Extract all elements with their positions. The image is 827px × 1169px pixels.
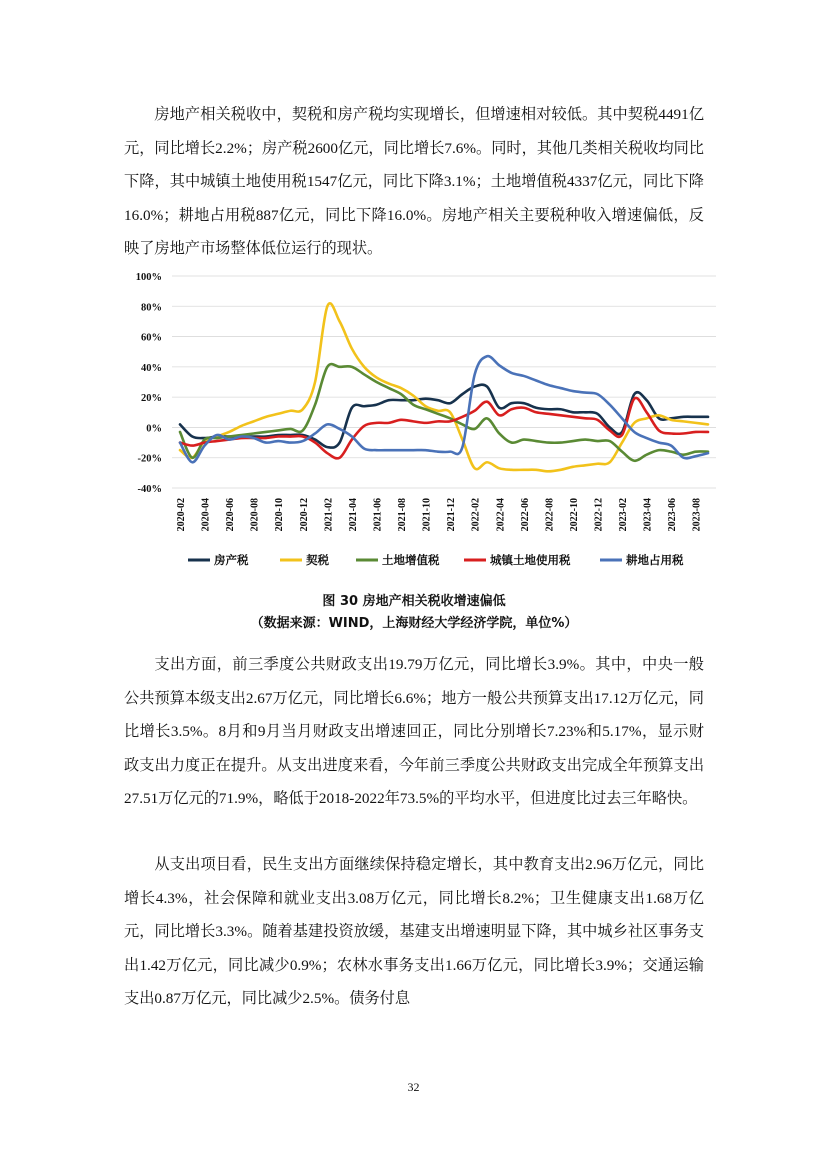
- figure-source: （数据来源：WIND，上海财经大学经济学院，单位%）: [250, 616, 578, 631]
- x-tick-label: 2020-12: [298, 498, 310, 532]
- x-tick-label: 2022-08: [544, 498, 556, 532]
- legend-label: 城镇土地使用税: [490, 553, 571, 567]
- legend-label: 耕地占用税: [626, 553, 684, 567]
- paragraph-expenditure: [124, 648, 704, 816]
- y-tick-label: 40%: [141, 362, 162, 374]
- x-tick-label: 2022-02: [470, 498, 482, 532]
- x-tick-label: 2020-02: [176, 498, 187, 532]
- paragraph-real-estate-tax: [124, 98, 704, 266]
- x-tick-label: 2020-06: [225, 498, 237, 532]
- y-tick-label: 20%: [141, 393, 162, 405]
- y-tick-label: 60%: [141, 332, 162, 344]
- x-tick-label: 2022-10: [568, 498, 580, 532]
- x-tick-label: 2023-02: [618, 498, 630, 532]
- y-tick-label: 80%: [141, 302, 162, 314]
- figure-caption: 图 30 房地产相关税收增速偏低: [322, 594, 506, 609]
- x-tick-label: 2021-06: [372, 498, 384, 532]
- x-tick-label: 2022-06: [519, 498, 531, 532]
- x-tick-label: 2021-02: [323, 498, 335, 532]
- x-tick-label: 2022-04: [495, 498, 507, 532]
- x-tick-label: 2021-04: [347, 498, 359, 532]
- x-tick-label: 2020-10: [274, 498, 286, 532]
- y-tick-label: 100%: [135, 272, 162, 283]
- y-tick-label: 0%: [146, 423, 162, 435]
- x-tick-label: 2020-04: [200, 498, 212, 532]
- series-line-契税: [180, 303, 708, 471]
- x-tick-label: 2021-12: [446, 498, 458, 532]
- x-tick-label: 2023-04: [642, 498, 654, 532]
- x-tick-label: 2023-08: [691, 498, 703, 532]
- x-tick-label: 2023-06: [667, 498, 679, 532]
- legend-label: 土地增值税: [382, 553, 440, 567]
- paragraph-expenditure-items: [124, 848, 704, 1016]
- legend-label: 契税: [306, 553, 329, 567]
- paragraph-text: 从支出项目看，民生支出方面继续保持稳定增长，其中教育支出2.96万亿元，同比增长4.3%，社会保障和就业支出3.08万亿元，同比增长8.2%；卫生健康支出1.68万亿元，同比增长3.3%。随着基建投资放缓，基建支出增速明显下降，其中城乡社区事务支出1.42万亿元，同比减少0.9%；农林水事务支出1.66万亿元，同比增长3.9%；交通运输支出0.87万亿元，同比减少2.5%。债务付息: [124, 856, 704, 1007]
- x-tick-label: 2022-12: [593, 498, 605, 532]
- y-tick-label: -40%: [137, 484, 162, 495]
- x-tick-label: 2021-10: [421, 498, 433, 532]
- paragraph-text: 支出方面，前三季度公共财政支出19.79万亿元，同比增长3.9%。其中，中央一般公共预算本级支出2.67万亿元，同比增长6.6%；地方一般公共预算支出17.12万亿元，同比增长3.5%。8月和9月当月财政支出增速回正，同比分别增长7.23%和5.17%，显示财政支出力度正在提升。从支出进度来看，今年前三季度公共财政支出完成全年预算支出27.51万亿元的71.9%，略低于2018-2022年73.5%的平均水平，但进度比过去三年略快。: [124, 656, 704, 807]
- y-tick-label: -20%: [137, 453, 162, 465]
- x-tick-label: 2021-08: [397, 498, 409, 532]
- x-tick-label: 2020-08: [249, 498, 261, 532]
- page-number: 32: [407, 1080, 420, 1094]
- legend-label: 房产税: [214, 553, 249, 567]
- line-chart: [124, 266, 724, 576]
- paragraph-text: 房地产相关税收中，契税和房产税均实现增长，但增速相对较低。其中契税4491亿元，同比增长2.2%；房产税2600亿元，同比增长7.6%。同时，其他几类相关税收均同比下降，其中城镇土地使用税1547亿元，同比下降3.1%；土地增值税4337亿元，同比下降16.0%；耕地占用税887亿元，同比下降16.0%。房地产相关主要税种收入增速偏低，反映了房地产市场整体低位运行的现状。: [124, 106, 704, 257]
